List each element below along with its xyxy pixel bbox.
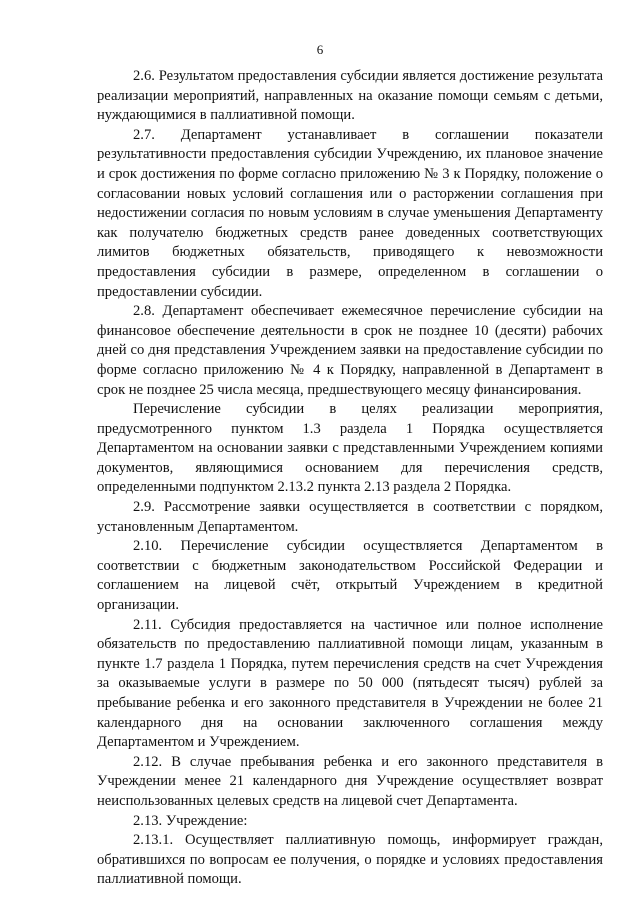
paragraph-2-11: 2.11. Субсидия предоставляется на частичное или полное исполнение обязательств по предоставлению паллиативной помощи лицам, указанным в пункте 1.7 раздела 1 Порядка, путем перечисления средств на счет Учреждения за оказываемые услуги в размере по 50 000 (пятьдесят тысяч) рублей за пребывание ребенка и его законного представителя в Учреждении не более 21 календарного дня на основании заключенного соглашения между Департаментом и Учреждением.: [97, 616, 603, 751]
document-body: [97, 67, 603, 890]
paragraph-2-7: 2.7. Департамент устанавливает в соглашении показатели результативности предоставления субсидии Учреждению, их плановое значение и срок достижения по форме согласно приложению № 3 к Порядку, положение о согласовании новых условий соглашения или о расторжении соглашения при недостижении согласия по новым условиям в случае уменьшения Департаменту как получателю бюджетных средств ранее доведенных соответствующих лимитов бюджетных обязательств, приводящего к невозможности предоставления субсидии в размере, определенном в соглашении о предоставлении субсидии.: [97, 126, 603, 300]
page-number: 6: [316, 42, 324, 57]
paragraph-2-12: 2.12. В случае пребывания ребенка и его законного представителя в Учреждении менее 21 календарного дня Учреждение осуществляет возврат неиспользованных целевых средств на лицевой счет Департамента.: [97, 753, 603, 809]
paragraph-2-8: 2.8. Департамент обеспечивает ежемесячное перечисление субсидии на финансовое обеспечение деятельности в срок не позднее 10 (десяти) рабочих дней со дня представления Учреждением заявки на предоставление субсидии по форме согласно приложению № 4 к Порядку, направленной в Департамент в срок не позднее 25 числа месяца, предшествующего месяцу финансирования.: [97, 303, 603, 398]
paragraph-2-13-1: 2.13.1. Осуществляет паллиативную помощь, информирует граждан, обратившихся по вопросам ее получения, о порядке и условиях предоставления паллиативной помощи.: [97, 832, 603, 888]
paragraph-2-6: 2.6. Результатом предоставления субсидии является достижение результата реализации мероприятий, направленных на оказание помощи семьям с детьми, нуждающимися в паллиативной помощи.: [97, 68, 603, 124]
paragraph-2-8-transfer: Перечисление субсидии в целях реализации мероприятия, предусмотренного пунктом 1.3 раздела 1 Порядка осуществляется Департаментом на основании заявки с представленными Учреждением копиями документов, являющимися основанием для перечисления средств, определенными подпунктом 2.13.2 пункта 2.13 раздела 2 Порядка.: [97, 401, 603, 496]
paragraph-2-13: 2.13. Учреждение:: [133, 812, 248, 829]
paragraph-2-10: 2.10. Перечисление субсидии осуществляется Департаментом в соответствии с бюджетным законодательством Российской Федерации и соглашением на лицевой счёт, открытый Учреждением в кредитной организации.: [97, 538, 603, 614]
paragraph-2-9: 2.9. Рассмотрение заявки осуществляется в соответствии с порядком, установленным Департаментом.: [97, 499, 603, 535]
